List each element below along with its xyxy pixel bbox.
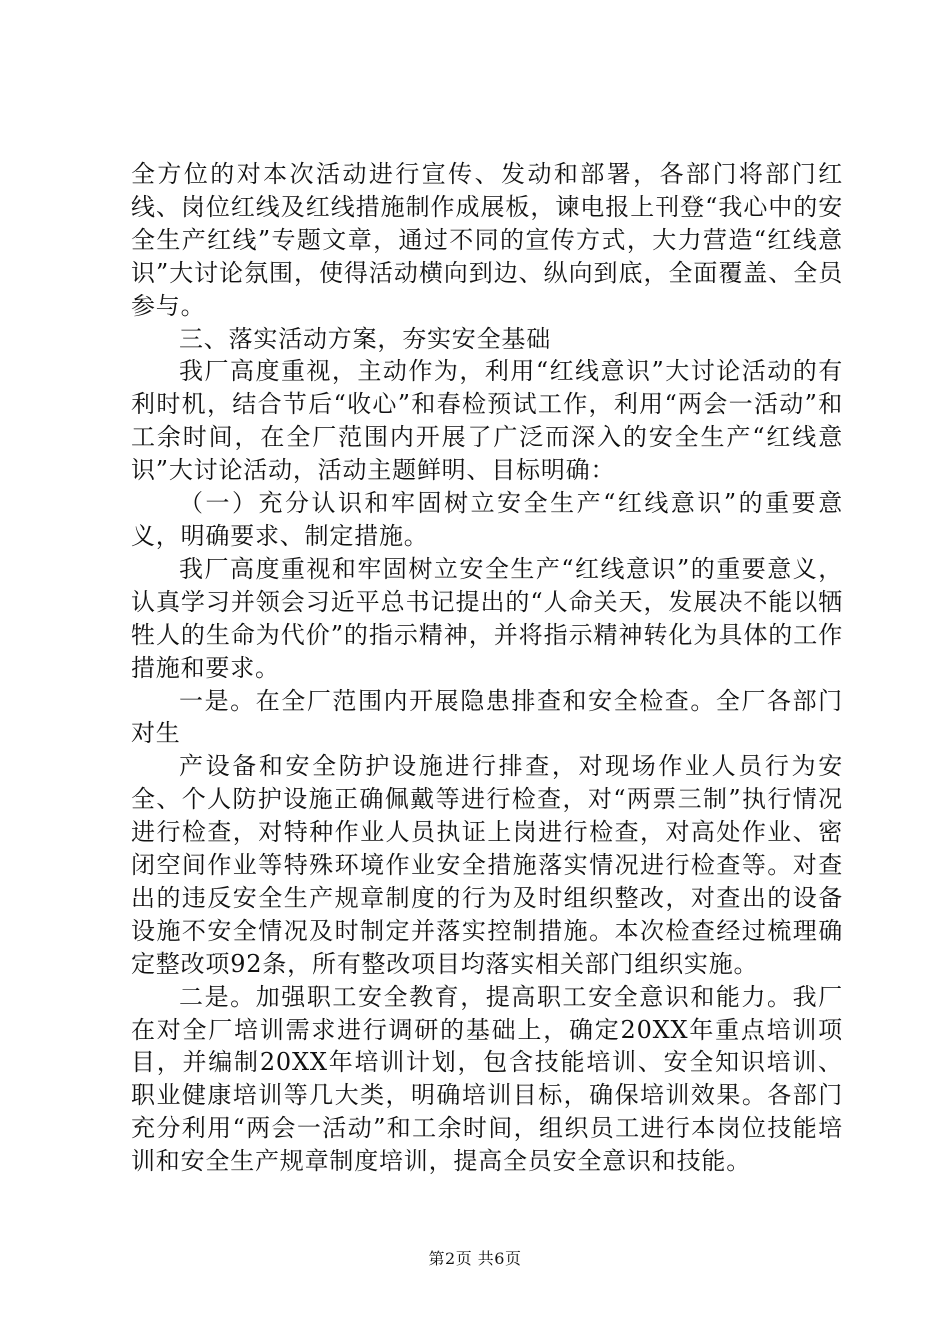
paragraph-importance: 我厂高度重视和牢固树立安全生产“红线意识”的重要意义，认真学习并领会习近平总书记提出的“人命关天，发展决不能以牺牲人的生命为代价”的指示精神，并将指示精神转化为具体的工作措施和要求。 xyxy=(131,554,843,682)
paragraph-item-1: 一是。在全厂范围内开展隐患排查和安全检查。全厂各部门对生 xyxy=(131,686,843,748)
subsection-heading-1: （一）充分认识和牢固树立安全生产“红线意识”的重要意义，明确要求、制定措施。 xyxy=(131,489,843,550)
paragraph-plan: 我厂高度重视，主动作为，利用“红线意识”大讨论活动的有利时机，结合节后“收心”和春检预试工作，利用“两会一活动”和工余时间，在全厂范围内开展了广泛而深入的安全生产“红线意识”大讨论活动，活动主题鲜明、目标明确： xyxy=(131,357,843,485)
paragraph-inspection: 产设备和安全防护设施进行排查，对现场作业人员行为安全、个人防护设施正确佩戴等进行检查，对“两票三制”执行情况进行检查，对特种作业人员执证上岗进行检查，对高处作业、密闭空间作业等特殊环境作业安全措施落实情况进行检查等。对查出的违反安全生产规章制度的行为及时组织整改，对查出的设备设施不安全情况及时制定并落实控制措施。本次检查经过梳理确定整改项92条，所有整改项目均落实相关部门组织实施。 xyxy=(131,752,843,978)
paragraph-item-2: 二是。加强职工安全教育，提高职工安全意识和能力。我厂在对全厂培训需求进行调研的基础上，确定20XX年重点培训项目，并编制20XX年培训计划，包含技能培训、安全知识培训、职业健康培训等几大类，明确培训目标，确保培训效果。各部门充分利用“两会一活动”和工余时间，组织员工进行本岗位技能培训和安全生产规章制度培训，提高全员安全意识和技能。 xyxy=(131,982,843,1176)
page-footer: 第2页 共6页 xyxy=(428,1249,522,1268)
paragraph-publicity: 全方位的对本次活动进行宣传、发动和部署，各部门将部门红线、岗位红线及红线措施制作成展板，谏电报上刊登“我心中的安全生产红线”专题文章，通过不同的宣传方式，大力营造“红线意识”大讨论氛围，使得活动横向到边、纵向到底，全面覆盖、全员参与。 xyxy=(131,160,843,320)
document-body xyxy=(131,158,843,1178)
section-heading-3: 三、落实活动方案，夯实安全基础 xyxy=(179,324,551,353)
